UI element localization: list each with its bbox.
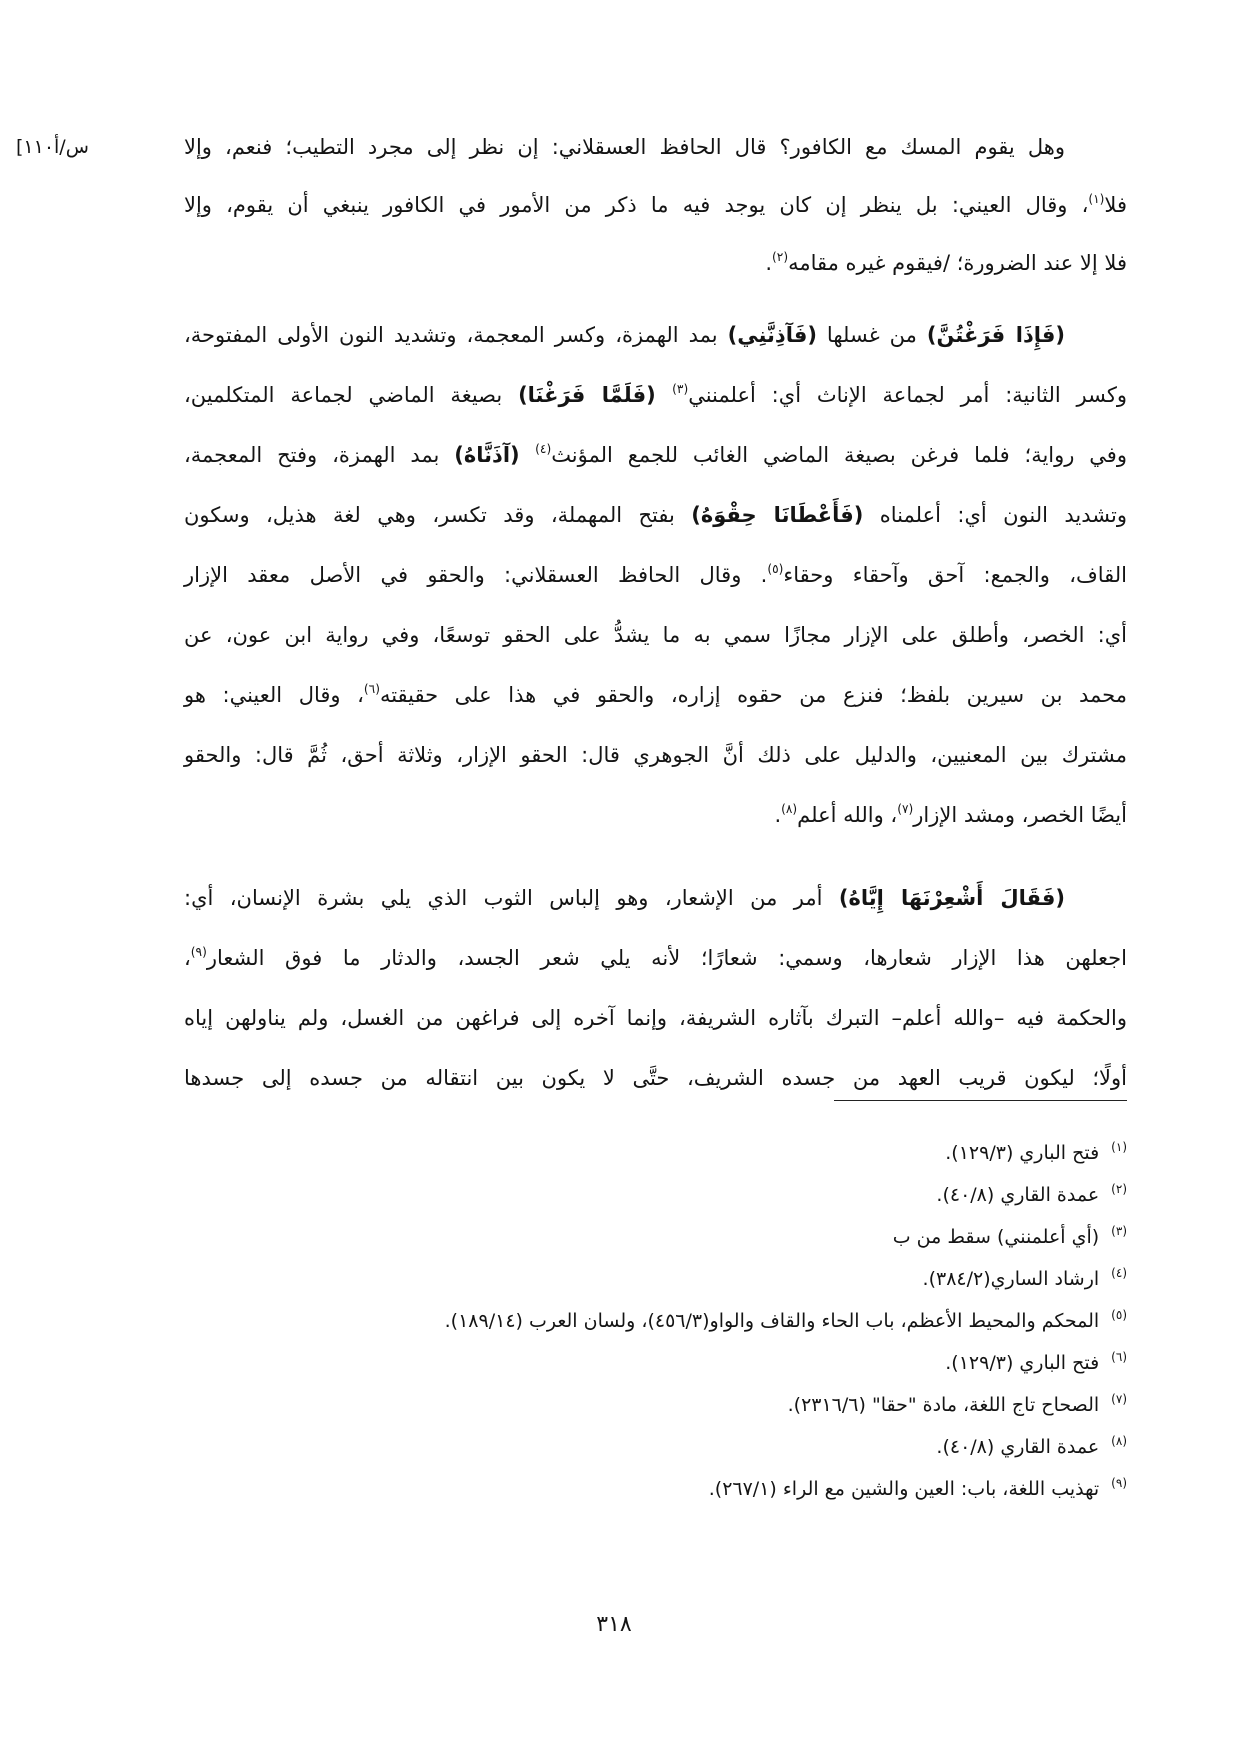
footnote-marker: (٤) — [1111, 1266, 1127, 1280]
footnote-item — [184, 1468, 1127, 1510]
paragraph — [184, 868, 1127, 1108]
footnotes — [184, 1132, 1127, 1510]
text-run: بفتح المهملة، وقد تكسر، وهي لغة هذيل، وسكون — [184, 503, 692, 527]
footnote-text: عمدة القاري (٤٠/٨). — [936, 1184, 1100, 1206]
footnote-reference: (٨) — [781, 801, 798, 816]
hadith-quote: (فَقَالَ أَشْعِرْنَهَا إِيَّاهُ) — [838, 886, 1065, 910]
text-run: ، وقال العيني: بل ينظر إن كان يوجد فيه ما ذكر من الأمور في الكافور ينبغي أن يقوم، وإلا — [184, 193, 1089, 217]
text-run: . — [765, 251, 773, 275]
text-run: أمر من الإشعار، وهو إلباس الثوب الذي يلي بشرة الإنسان، أي: — [184, 886, 839, 910]
footnote-marker: (٨) — [1111, 1434, 1127, 1448]
footnote-text: فتح الباري (١٢٩/٣). — [945, 1352, 1100, 1374]
footnote-text: تهذيب اللغة، باب: العين والشين مع الراء (٢٦٧/١). — [708, 1478, 1100, 1500]
text-line — [184, 234, 1127, 292]
text-run: . وقال الحافظ العسقلاني: والحقو في الأصل معقد الإزار — [184, 563, 768, 587]
footnote-reference: (٦) — [363, 681, 380, 696]
text-line — [184, 665, 1127, 725]
footnote-text: ارشاد الساري(٣٨٤/٢). — [922, 1268, 1100, 1290]
footnote-item — [184, 1216, 1127, 1258]
text-line — [184, 305, 1127, 365]
hadith-quote: (فَآذِنَّنِي) — [727, 323, 817, 347]
text-run: بمد الهمزة، وفتح المعجمة، — [184, 443, 455, 467]
text-run: أي: الخصر، وأطلق على الإزار مجازًا سمي به ما يشدُّ على الحقو توسعًا، وفي رواية ابن عون، عن — [184, 623, 1127, 647]
footnote-text: المحكم والمحيط الأعظم، باب الحاء والقاف والواو(٤٥٦/٣)، ولسان العرب (١٨٩/١٤). — [444, 1310, 1100, 1332]
text-line — [184, 176, 1127, 234]
text-run: وتشديد النون أي: أعلمناه — [863, 503, 1127, 527]
text-line — [184, 485, 1127, 545]
footnote-text: (أي أعلمنني) سقط من ب — [892, 1226, 1100, 1248]
footnote-item — [184, 1258, 1127, 1300]
text-run: ، والله أعلم — [797, 803, 898, 827]
text-run: والحكمة فيه –والله أعلم– التبرك بآثاره الشريفة، وإنما آخره إلى فراغهن من الغسل، ولم يناولهن إياه — [184, 1006, 1127, 1030]
footnote-separator — [834, 1100, 1127, 1101]
text-line — [184, 425, 1127, 485]
text-line — [184, 725, 1127, 785]
text-line — [184, 605, 1127, 665]
text-run: أولًا؛ ليكون قريب العهد من جسده الشريف، حتَّى لا يكون بين انتقاله من جسده إلى جسدها — [184, 1066, 1127, 1090]
manuscript-folio-note: [١١٠أ/س — [16, 136, 89, 158]
footnote-item — [184, 1426, 1127, 1468]
text-line — [184, 545, 1127, 605]
footnote-reference: (٤) — [535, 441, 552, 456]
text-run: أيضًا الخصر، ومشد الإزار — [913, 803, 1127, 827]
hadith-quote: (فَإِذَا فَرَغْتُنَّ) — [926, 323, 1065, 347]
text-line — [184, 1048, 1127, 1108]
text-run: ، — [184, 946, 191, 970]
text-run: فلا إلا عند الضرورة؛ /فيقوم غيره مقامه — [788, 251, 1127, 275]
footnote-reference: (٧) — [897, 801, 914, 816]
page-number: ٣١٨ — [596, 1612, 632, 1637]
text-run: وكسر الثانية: أمر لجماعة الإناث أي: أعلمنني — [688, 383, 1127, 407]
text-run: وفي رواية؛ فلما فرغن بصيغة الماضي الغائب للجمع المؤنث — [551, 443, 1127, 467]
text-line — [184, 785, 1127, 845]
hadith-quote: (فَلَمَّا فَرَغْنَا) — [518, 383, 673, 407]
text-run: اجعلهن هذا الإزار شعارها، وسمي: شعارًا؛ لأنه يلي شعر الجسد، والدثار ما فوق الشعار — [206, 946, 1127, 970]
footnote-text: الصحاح تاج اللغة، مادة "حقا" (٢٣١٦/٦). — [787, 1394, 1100, 1416]
footnote-item — [184, 1174, 1127, 1216]
text-line — [184, 365, 1127, 425]
footnote-marker: (٧) — [1111, 1392, 1127, 1406]
text-run: من غسلها — [816, 323, 927, 347]
footnote-item — [184, 1300, 1127, 1342]
footnote-reference: (٥) — [767, 561, 784, 576]
text-run: القاف، والجمع: آحق وآحقاء وحقاء — [783, 563, 1127, 587]
footnote-marker: (٦) — [1111, 1350, 1127, 1364]
footnote-text: عمدة القاري (٤٠/٨). — [936, 1436, 1100, 1458]
text-line — [184, 928, 1127, 988]
text-run: . — [774, 803, 782, 827]
text-run: بصيغة الماضي لجماعة المتكلمين، — [184, 383, 519, 407]
footnote-marker: (١) — [1111, 1140, 1127, 1154]
paragraph — [184, 305, 1127, 845]
hadith-quote: (آذَنَّاهُ) — [454, 443, 536, 467]
text-line — [184, 118, 1127, 176]
footnote-text: فتح الباري (١٢٩/٣). — [945, 1142, 1100, 1164]
text-line — [184, 988, 1127, 1048]
footnote-item — [184, 1132, 1127, 1174]
hadith-quote: (فَأَعْطَانَا حِقْوَهُ) — [691, 503, 864, 527]
footnote-reference: (٣) — [672, 381, 689, 396]
footnote-item — [184, 1342, 1127, 1384]
footnote-marker: (٣) — [1111, 1224, 1127, 1238]
footnote-marker: (٢) — [1111, 1182, 1127, 1196]
text-run: ، وقال العيني: هو — [184, 683, 364, 707]
paragraph — [184, 118, 1127, 292]
footnote-reference: (١) — [1088, 191, 1105, 206]
footnote-reference: (٩) — [190, 944, 207, 959]
text-run: وهل يقوم المسك مع الكافور؟ قال الحافظ العسقلاني: إن نظر إلى مجرد التطيب؛ فنعم، وإلا — [184, 135, 1065, 159]
footnote-marker: (٩) — [1111, 1476, 1127, 1490]
text-line — [184, 868, 1127, 928]
text-run: بمد الهمزة، وكسر المعجمة، وتشديد النون الأولى المفتوحة، — [184, 323, 728, 347]
text-run: محمد بن سيرين بلفظ؛ فنزع من حقوه إزاره، والحقو في هذا على حقيقته — [379, 683, 1127, 707]
text-run: فلا — [1104, 193, 1127, 217]
footnote-marker: (٥) — [1111, 1308, 1127, 1322]
text-run: مشترك بين المعنيين، والدليل على ذلك أنَّ الجوهري قال: الحقو الإزار، وثلاثة أحق، ثُمَّ قال: والحقو — [184, 743, 1127, 767]
footnote-item — [184, 1384, 1127, 1426]
footnote-reference: (٢) — [772, 249, 789, 264]
